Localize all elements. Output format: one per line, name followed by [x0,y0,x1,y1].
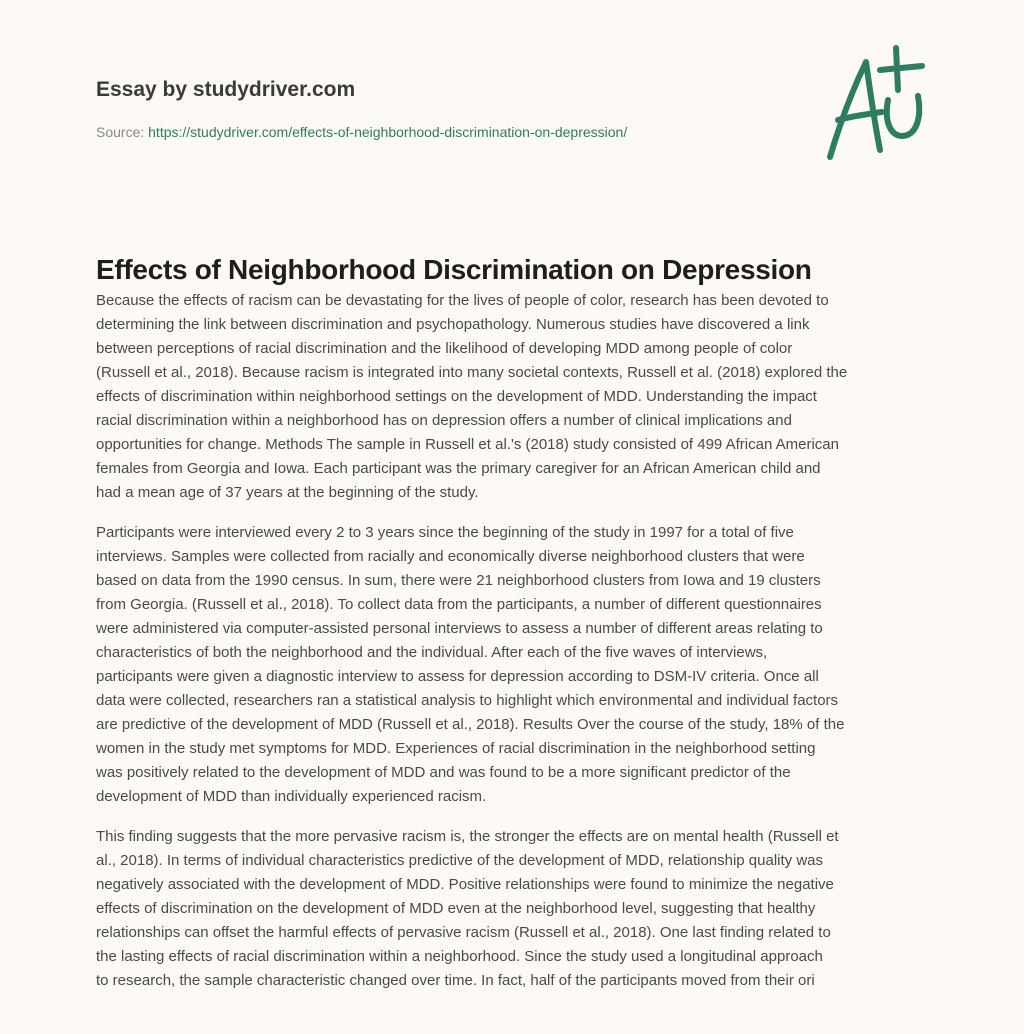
paragraph-line: racial discrimination within a neighborhood has on depression offers a number of clinical implications and [96,412,792,429]
source-link[interactable]: https://studydriver.com/effects-of-neighborhood-discrimination-on-depression/ [148,124,628,140]
paragraph-line: development of MDD than individually experienced racism. [96,788,487,805]
paragraph-line: between perceptions of racial discrimination and the likelihood of developing MDD among people of color [96,340,793,357]
paragraph-line: had a mean age of 37 years at the beginning of the study. [96,484,479,501]
paragraph-line: effects of discrimination on the development of MDD even at the neighborhood level, suggesting that healthy [96,900,816,917]
paragraph-line: women in the study met symptoms for MDD. Experiences of racial discrimination in the neighborhood setting [96,740,816,757]
paragraph-line: al., 2018). In terms of individual characteristics predictive of the development of MDD, relationship quality was [96,852,824,869]
paragraph-line: effects of discrimination within neighborhood settings on the development of MDD. Understanding the impact [96,388,817,405]
paragraph-line: This finding suggests that the more pervasive racism is, the stronger the effects are on mental health (Russell et [96,828,839,845]
paragraph-line: participants were given a diagnostic interview to assess for depression according to DSM-IV criteria. Once all [96,668,819,685]
paragraph-line: determining the link between discrimination and psychopathology. Numerous studies have discovered a link [96,316,810,333]
paragraph [96,521,936,809]
paragraph-line: from Georgia. (Russell et al., 2018). To collect data from the participants, a number of different questionnaires [96,596,822,613]
paragraph-line: Because the effects of racism can be devastating for the lives of people of color, research has been devoted to [96,292,829,309]
paragraph-line: data were collected, researchers ran a statistical analysis to highlight which environmental and individual factors [96,692,839,709]
paragraph-line: (Russell et al., 2018). Because racism is integrated into many societal contexts, Russell et al. (2018) explored the [96,364,848,381]
paragraph-line: females from Georgia and Iowa. Each participant was the primary caregiver for an African American child and [96,460,821,477]
paragraph-line: Participants were interviewed every 2 to 3 years since the beginning of the study in 1997 for a total of five [96,524,794,541]
a-plus-logo-icon [818,40,928,165]
paragraph-line: relationships can offset the harmful effects of pervasive racism (Russell et al., 2018). One last finding related to [96,924,831,941]
paragraph-line: were administered via computer-assisted personal interviews to assess a number of different areas relating to [96,620,823,637]
paragraph-line: the lasting effects of racial discrimination within a neighborhood. Since the study used a longitudinal approach [96,948,823,965]
paragraph-line: negatively associated with the development of MDD. Positive relationships were found to minimize the negative [96,876,834,893]
paragraph [96,289,936,505]
paragraph [96,825,936,993]
source-line [96,124,627,140]
paragraph-line: was positively related to the development of MDD and was found to be a more significant predictor of the [96,764,791,781]
page-title: Effects of Neighborhood Discrimination on Depression [96,254,812,285]
paragraph-line: interviews. Samples were collected from racially and economically diverse neighborhood clusters that were [96,548,805,565]
paragraph-line: are predictive of the development of MDD (Russell et al., 2018). Results Over the course of the study, 18% of the [96,716,845,733]
source-label: Source: [96,124,145,140]
essay-body [96,289,936,1009]
paragraph-line: characteristics of both the neighborhood and the individual. After each of the five waves of interviews, [96,644,768,661]
paragraph-line: based on data from the 1990 census. In sum, there were 21 neighborhood clusters from Iowa and 19 clusters [96,572,821,589]
site-brand: Essay by studydriver.com [96,78,356,101]
paragraph-line: to research, the sample characteristic changed over time. In fact, half of the participants moved from their ori [96,972,815,989]
paragraph-line: opportunities for change. Methods The sample in Russell et al.'s (2018) study consisted of 499 African American [96,436,839,453]
